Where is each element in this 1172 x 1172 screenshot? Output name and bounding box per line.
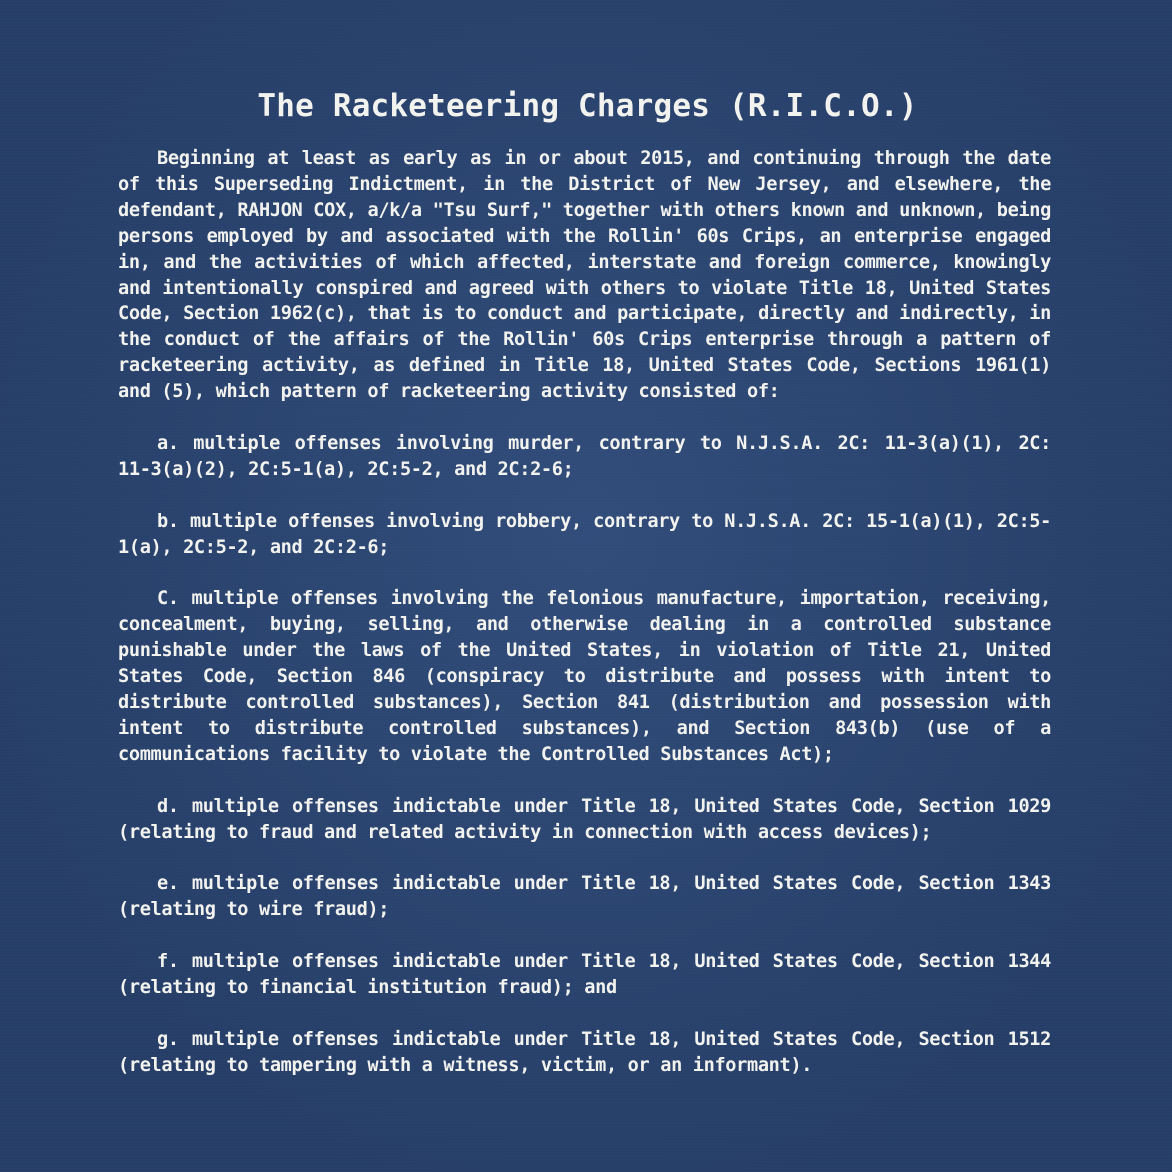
charge-item-d: d. multiple offenses indictable under Title 18, United States Code, Section 1029 (relating to fraud and related activity in connection with access devices); — [118, 795, 1051, 843]
charge-item-b: b. multiple offenses involving robbery, contrary to N.J.S.A. 2C: 15-1(a)(1), 2C:5-1(a), 2C:5-2, and 2C:2-6; — [118, 510, 1051, 558]
charge-item-g: g. multiple offenses indictable under Title 18, United States Code, Section 1512 (relating to tampering with a witness, victim, or an informant). — [118, 1028, 1051, 1076]
document-title: The Racketeering Charges (R.I.C.O.) — [257, 88, 918, 124]
intro-paragraph: Beginning at least as early as in or about 2015, and continuing through the date of this Superseding Indictment, in the District of New Jersey, and elsewhere, the defendant, RAHJON COX, a/k/a "Tsu Surf," together with others known and unknown, being persons employed by and associated with the Rollin' 60s Crips, an enterprise engaged in, and the activities of which affected, interstate and foreign commerce, knowingly and intentionally conspired and agreed with others to violate Title 18, United States Code, Section 1962(c), that is to conduct and participate, directly and indirectly, in the conduct of the affairs of the Rollin' 60s Crips enterprise through a pattern of racketeering activity, as defined in Title 18, United States Code, Sections 1961(1) and (5), which pattern of racketeering activity consisted of: — [118, 148, 1051, 403]
charge-item-f: f. multiple offenses indictable under Title 18, United States Code, Section 1344 (relating to financial institution fraud); and — [118, 951, 1051, 998]
charge-item-c: C. multiple offenses involving the felonious manufacture, importation, receiving, concealment, buying, selling, and otherwise dealing in a controlled substance punishable under the laws of the United States, in violation of Title 21, United States Code, Section 846 (conspiracy to distribute and possess with intent to distribute controlled substances), Section 841 (distribution and possession with intent to distribute controlled substances), and Section 843(b) (use of a communications facility to violate the Controlled Substances Act); — [118, 588, 1051, 765]
document-body — [118, 146, 1051, 1079]
charge-item-e: e. multiple offenses indictable under Title 18, United States Code, Section 1343 (relating to wire fraud); — [118, 873, 1051, 921]
charge-item-a: a. multiple offenses involving murder, contrary to N.J.S.A. 2C: 11-3(a)(1), 2C: 11-3(a)(2), 2C:5-1(a), 2C:5-2, and 2C:2-6; — [118, 432, 1051, 480]
